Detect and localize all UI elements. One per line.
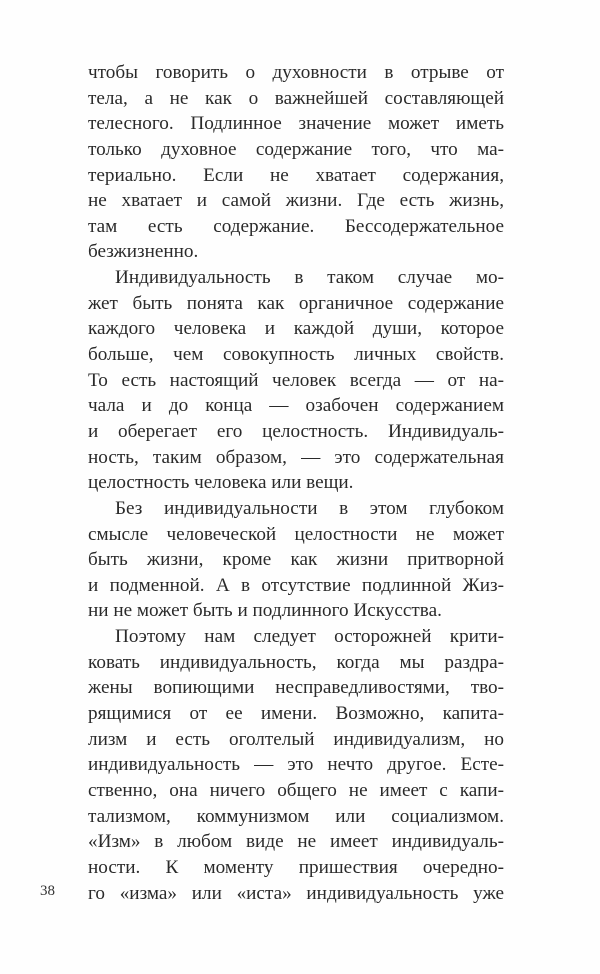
text-line: чала и до конца — озабочен содержанием bbox=[88, 395, 504, 417]
text-line: только духовное содержание того, что ма- bbox=[88, 138, 504, 160]
text-line: не хватает и самой жизни. Где есть жизнь, bbox=[88, 190, 504, 212]
text-line: Индивидуальность в таком случае мо- bbox=[115, 267, 504, 289]
text-line: ности. К моменту пришествия очередно- bbox=[88, 856, 504, 878]
text-line: тела, а не как о важнейшей составляющей bbox=[88, 87, 504, 109]
paragraph bbox=[88, 265, 504, 496]
text-line: там есть содержание. Бессодержательное bbox=[88, 215, 504, 237]
text-line: ковать индивидуальность, когда мы раздра- bbox=[88, 651, 504, 673]
text-line: Без индивидуальности в этом глубоком bbox=[115, 497, 504, 519]
text-line: целостность человека или вещи. bbox=[88, 472, 354, 494]
text-line: чтобы говорить о духовности в отрыве от bbox=[88, 62, 504, 83]
text-line: индивидуальность — это нечто другое. Есте- bbox=[88, 754, 504, 776]
text-line: телесного. Подлинное значение может иметь bbox=[88, 113, 504, 135]
text-line: смысле человеческой целостности не может bbox=[88, 523, 504, 545]
text-line: быть жизни, кроме как жизни притворной bbox=[88, 549, 504, 571]
text-line: больше, чем совокупность личных свойств. bbox=[88, 344, 504, 366]
text-line: рящимися от ее имени. Возможно, капита- bbox=[88, 703, 504, 725]
text-line: каждого человека и каждой души, которое bbox=[88, 318, 504, 340]
text-line: тализмом, коммунизмом или социализмом. bbox=[88, 805, 504, 827]
text-line: ность, таким образом, — это содержательная bbox=[88, 446, 504, 468]
paragraph bbox=[88, 60, 504, 265]
text-line: «Изм» в любом виде не имеет индивидуаль- bbox=[88, 831, 504, 853]
paragraph bbox=[88, 624, 504, 906]
text-line: териально. Если не хватает содержания, bbox=[88, 164, 504, 186]
text-line: лизм и есть оголтелый индивидуализм, но bbox=[88, 728, 504, 750]
text-line: жены вопиющими несправедливостями, тво- bbox=[88, 677, 504, 699]
text-line: То есть настоящий человек всегда — от на- bbox=[88, 369, 504, 391]
page-number: 38 bbox=[40, 883, 55, 899]
text-line: ни не может быть и подлинного Искусства. bbox=[88, 600, 442, 622]
text-line: го «изма» или «иста» индивидуальность уже bbox=[88, 882, 504, 904]
body-text bbox=[88, 60, 504, 906]
text-line: и подменной. А в отсутствие подлинной Жиз- bbox=[88, 574, 504, 596]
text-line: ственно, она ничего общего не имеет с капи- bbox=[88, 779, 504, 801]
paragraph bbox=[88, 496, 504, 624]
text-line: безжизненно. bbox=[88, 241, 199, 263]
text-line: Поэтому нам следует осторожней крити- bbox=[115, 626, 504, 648]
text-line: и оберегает его целостность. Индивидуаль- bbox=[88, 420, 504, 442]
text-line: жет быть понята как органичное содержание bbox=[88, 292, 504, 314]
